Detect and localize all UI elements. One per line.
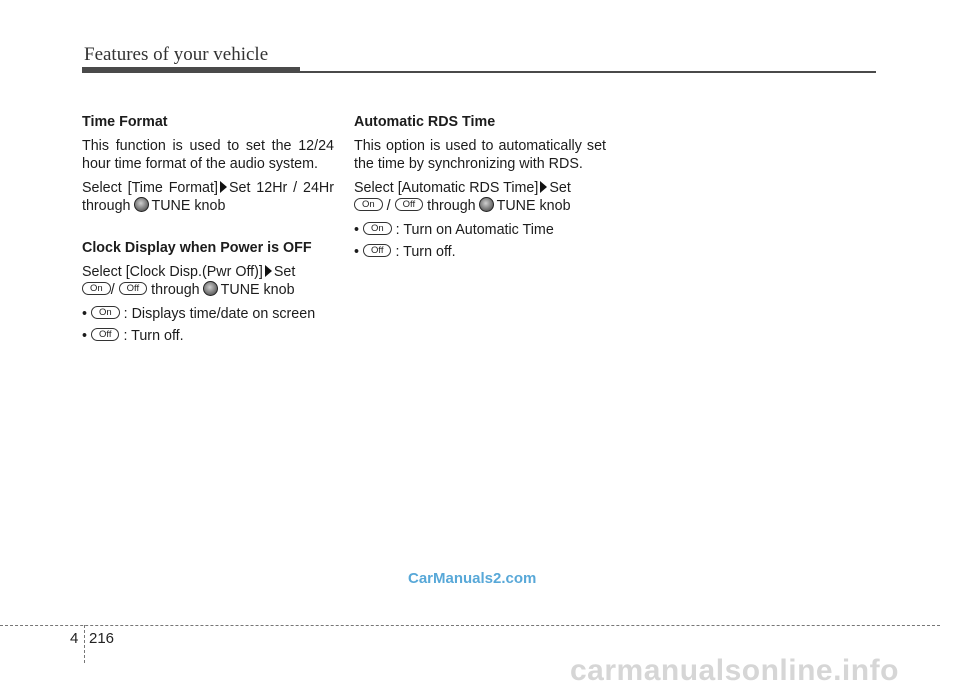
on-button-icon: On xyxy=(91,306,120,319)
list-item: • On : Displays time/date on screen xyxy=(82,306,316,322)
footer-vertical-divider xyxy=(84,625,85,663)
through-text: through xyxy=(151,282,200,298)
section-heading-rds-time: Automatic RDS Time xyxy=(354,114,496,130)
on-button-icon: On xyxy=(82,282,111,295)
tune-knob-icon xyxy=(203,281,218,296)
watermark-carmanualsonline: carmanualsonline.info xyxy=(570,654,899,687)
slash: / xyxy=(110,282,115,298)
section-heading-time-format: Time Format xyxy=(82,114,168,130)
arrow-right-icon xyxy=(220,181,227,193)
instruction-suffix: Set xyxy=(549,180,571,196)
on-button-icon: On xyxy=(354,198,383,211)
knob-label: TUNE knob xyxy=(220,282,295,298)
header-accent-bar xyxy=(82,67,300,73)
off-button-icon: Off xyxy=(119,282,148,295)
instruction-suffix: Set xyxy=(273,264,296,280)
off-button-icon: Off xyxy=(395,198,424,211)
off-button-icon: Off xyxy=(363,244,392,257)
bullet-text: : Turn off. xyxy=(395,244,456,260)
page-number: 216 xyxy=(89,630,115,647)
left-column xyxy=(82,113,334,349)
header-rule xyxy=(300,71,876,73)
list-item: • On : Turn on Automatic Time xyxy=(354,222,554,238)
instruction-prefix: Select [Clock Disp.(Pwr Off)] xyxy=(82,264,263,280)
tune-knob-icon xyxy=(134,197,149,212)
instruction-suffix: Set 12Hr / 24Hr through xyxy=(82,180,334,214)
time-format-description: This function is used to set the 12/24 hour time format of the audio system. xyxy=(82,138,334,172)
through-text: through xyxy=(427,198,476,214)
instruction-prefix: Select [Automatic RDS Time] xyxy=(354,180,539,196)
knob-label: TUNE knob xyxy=(151,198,226,214)
clock-display-instruction xyxy=(82,263,334,299)
section-heading-clock-display: Clock Display when Power is OFF xyxy=(82,240,312,256)
rds-time-description: This option is used to automatically set the time by synchronizing with RDS. xyxy=(354,138,606,172)
off-button-icon: Off xyxy=(91,328,120,341)
chapter-number: 4 xyxy=(70,630,79,647)
bullet-text: : Turn off. xyxy=(123,328,184,344)
right-column xyxy=(354,113,606,265)
knob-label: TUNE knob xyxy=(496,198,571,214)
time-format-instruction xyxy=(82,179,334,215)
bullet-text: : Displays time/date on screen xyxy=(123,306,316,322)
footer-divider xyxy=(0,625,940,626)
bullet-text: : Turn on Automatic Time xyxy=(395,222,554,238)
on-button-icon: On xyxy=(363,222,392,235)
list-item: • Off : Turn off. xyxy=(82,328,184,344)
list-item: • Off : Turn off. xyxy=(354,244,456,260)
instruction-prefix: Select [Time Format] xyxy=(82,180,218,196)
arrow-right-icon xyxy=(265,265,272,277)
arrow-right-icon xyxy=(540,181,547,193)
page-header-title: Features of your vehicle xyxy=(84,44,269,65)
slash: / xyxy=(386,198,391,214)
watermark-carmanuals2-link[interactable]: CarManuals2.com xyxy=(408,570,537,587)
tune-knob-icon xyxy=(479,197,494,212)
rds-time-instruction xyxy=(354,179,606,215)
